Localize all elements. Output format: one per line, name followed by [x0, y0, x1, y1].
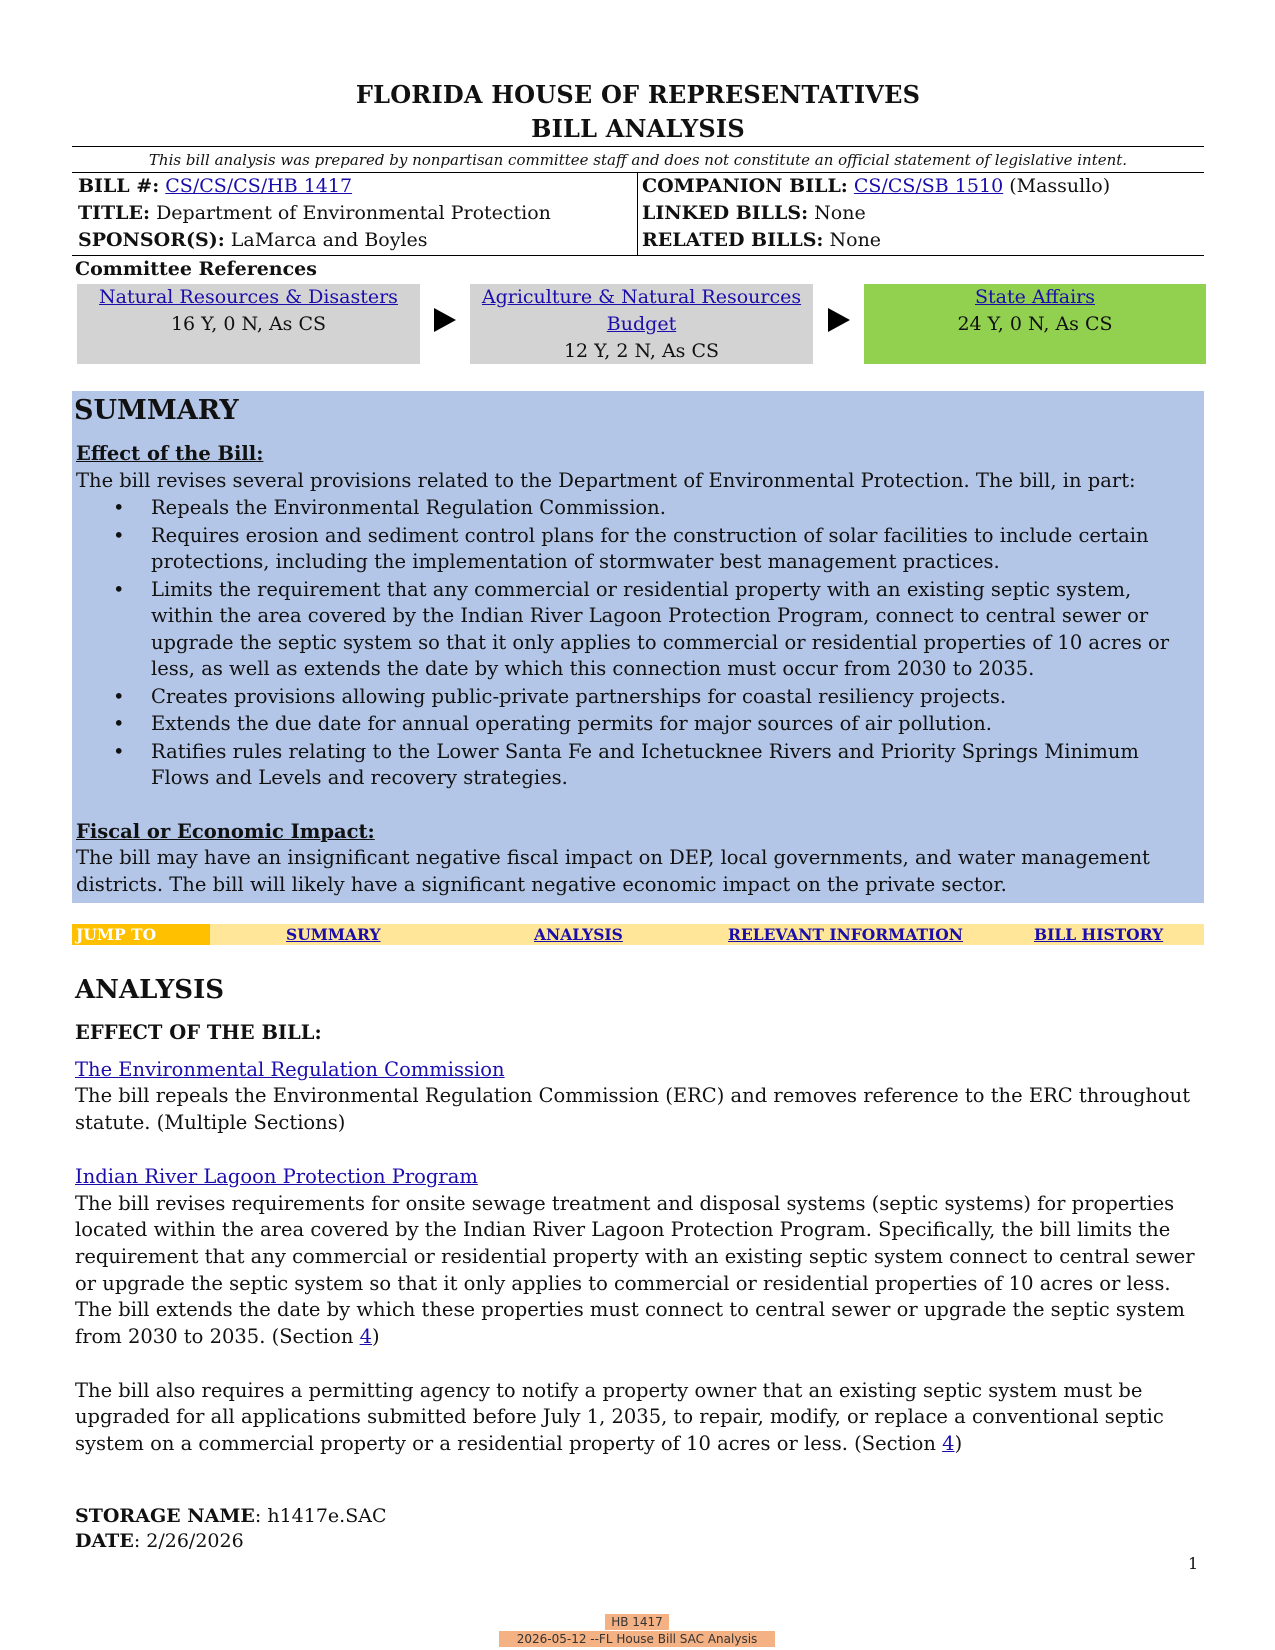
bill-analysis-title: BILL ANALYSIS — [531, 114, 745, 143]
erc-section-link[interactable]: The Environmental Regulation Commission — [75, 1057, 505, 1081]
related-value: None — [829, 229, 882, 251]
sponsor-value: LaMarca and Boyles — [230, 229, 428, 251]
irl-paragraph — [75, 1191, 1205, 1351]
effect-intro: The bill revises several provisions related to the Department of Environmental Protection. The bill, in part: — [76, 468, 1136, 492]
bill-info-right — [642, 173, 1110, 254]
storage-name-label: STORAGE NAME — [75, 1505, 255, 1527]
disclaimer: This bill analysis was prepared by nonpartisan committee staff and does not constitute an official statement of legislative intent. — [148, 151, 1128, 169]
paren-close: ) — [954, 1432, 963, 1456]
erc-paragraph: The bill repeals the Environmental Regulation Commission (ERC) and removes reference to the ERC throughout statute. (Multiple Sections) — [75, 1084, 1191, 1135]
analysis-section — [75, 972, 1205, 1458]
stamp-analysis-date: 2026-05-12 --FL House Bill SAC Analysis — [499, 1631, 775, 1647]
companion-label: COMPANION BILL: — [642, 175, 848, 197]
summary-section — [72, 391, 1204, 903]
effect-heading: Effect of the Bill: — [76, 442, 264, 465]
list-item: • Ratifies rules relating to the Lower Santa Fe and Ichetucknee Rivers and Priority Springs Minimum Flows and Levels and recovery strategies. — [151, 739, 1196, 792]
permit-paragraph — [75, 1378, 1205, 1458]
footer-meta — [75, 1504, 386, 1554]
jump-to-bar — [72, 924, 1204, 945]
section-4-link[interactable]: 4 — [942, 1432, 955, 1456]
committee-vote-3: 24 Y, 0 N, As CS — [957, 313, 1113, 335]
committee-box-2 — [470, 284, 813, 364]
list-item: • Creates provisions allowing public-private partnerships for coastal resiliency projects. — [151, 684, 1196, 711]
summary-body — [76, 441, 1196, 898]
jump-to-label: JUMP TO — [72, 924, 210, 945]
table-divider — [637, 173, 638, 255]
header-rule — [72, 146, 1204, 147]
paren-close: ) — [372, 1325, 380, 1349]
list-item: • Requires erosion and sediment control plans for the construction of solar facilities to include certain protections, including the implementation of stormwater best management practices. — [151, 523, 1196, 576]
related-label: RELATED BILLS: — [642, 229, 824, 251]
irl-paragraph-text: The bill revises requirements for onsite sewage treatment and disposal systems (septic systems) for properties located within the area covered by the Indian River Lagoon Protection Program. Specifically, the bill limits the requirement that any commercial or residential property with an existing septic system connect to central sewer or upgrade the septic system so that it only applies to commercial or residential properties of 10 acres or less. The bill extends the date by which these properties must connect to central sewer or upgrade the septic system from 2030 to 2035. (Section — [75, 1191, 1195, 1349]
summary-heading: SUMMARY — [74, 395, 239, 426]
jump-link-bill-history[interactable]: BILL HISTORY — [1034, 925, 1164, 944]
committee-references-title: Committee References — [75, 258, 317, 280]
page-header — [72, 78, 1204, 146]
page-number: 1 — [1188, 1554, 1199, 1573]
committee-box-3 — [864, 284, 1206, 364]
bill-number-link[interactable]: CS/CS/CS/HB 1417 — [165, 175, 353, 197]
jump-link-analysis[interactable]: ANALYSIS — [534, 925, 623, 944]
title-value: Department of Environmental Protection — [156, 202, 551, 224]
committee-vote-1: 16 Y, 0 N, As CS — [170, 313, 327, 335]
bill-info-left — [78, 173, 551, 254]
committee-box-1 — [77, 284, 420, 364]
permit-paragraph-text: The bill also requires a permitting agency to notify a property owner that an existing septic system must be upgraded for all applications submitted before July 1, 2035, to repair, modify, or replace a conventional septic system on a commercial property or a residential property of 10 acres or less. (Section — [75, 1378, 1164, 1456]
date-label: DATE — [75, 1530, 134, 1552]
arrow-right-icon — [434, 308, 456, 332]
sponsor-label: SPONSOR(S): — [78, 229, 225, 251]
list-item: • Repeals the Environmental Regulation Commission. — [151, 495, 1196, 522]
storage-name-value: : h1417e.SAC — [254, 1505, 387, 1527]
committee-link-2a[interactable]: Agriculture & Natural Resources — [481, 286, 802, 308]
companion-sponsor: (Massullo) — [1009, 175, 1111, 197]
section-4-link[interactable]: 4 — [359, 1325, 373, 1349]
bill-info-table — [72, 173, 1204, 255]
companion-bill-link[interactable]: CS/CS/SB 1510 — [853, 175, 1004, 197]
committee-link-1[interactable]: Natural Resources & Disasters — [99, 286, 398, 308]
committee-vote-2: 12 Y, 2 N, As CS — [563, 340, 720, 362]
list-item: • Limits the requirement that any commercial or residential property with an existing septic system, within the area covered by the Indian River Lagoon Protection Program, connect to central sewer or upgrade the septic system so that it only applies to commercial or residential properties of 10 acres or less, as well as extends the date by which this connection must occur from 2030 to 2035. — [151, 577, 1196, 683]
analysis-heading: ANALYSIS — [75, 975, 225, 1005]
bill-number-label: BILL #: — [78, 175, 160, 197]
fiscal-heading: Fiscal or Economic Impact: — [76, 819, 375, 843]
committee-link-3[interactable]: State Affairs — [974, 286, 1096, 308]
house-title: FLORIDA HOUSE OF REPRESENTATIVES — [355, 80, 921, 109]
fiscal-text: The bill may have an insignificant negative fiscal impact on DEP, local governments, and water management districts. The bill will likely have a significant negative economic impact on the private sector. — [76, 846, 1150, 896]
arrow-right-icon — [828, 308, 850, 332]
title-label: TITLE: — [78, 202, 151, 224]
date-value: : 2/26/2026 — [133, 1530, 244, 1552]
stamp-bill-number: HB 1417 — [605, 1614, 669, 1630]
jump-link-relevant-information[interactable]: RELEVANT INFORMATION — [728, 925, 963, 944]
table-bottom-rule — [72, 255, 1204, 256]
linked-value: None — [814, 202, 866, 224]
jump-link-summary[interactable]: SUMMARY — [286, 925, 381, 944]
committee-link-2b[interactable]: Budget — [606, 313, 677, 335]
linked-label: LINKED BILLS: — [642, 202, 809, 224]
list-item: • Extends the due date for annual operating permits for major sources of air pollution. — [151, 711, 1196, 738]
effect-bullets — [76, 495, 1196, 792]
irl-section-link[interactable]: Indian River Lagoon Protection Program — [75, 1164, 478, 1188]
effect-of-bill-subheading: EFFECT OF THE BILL: — [75, 1021, 322, 1044]
